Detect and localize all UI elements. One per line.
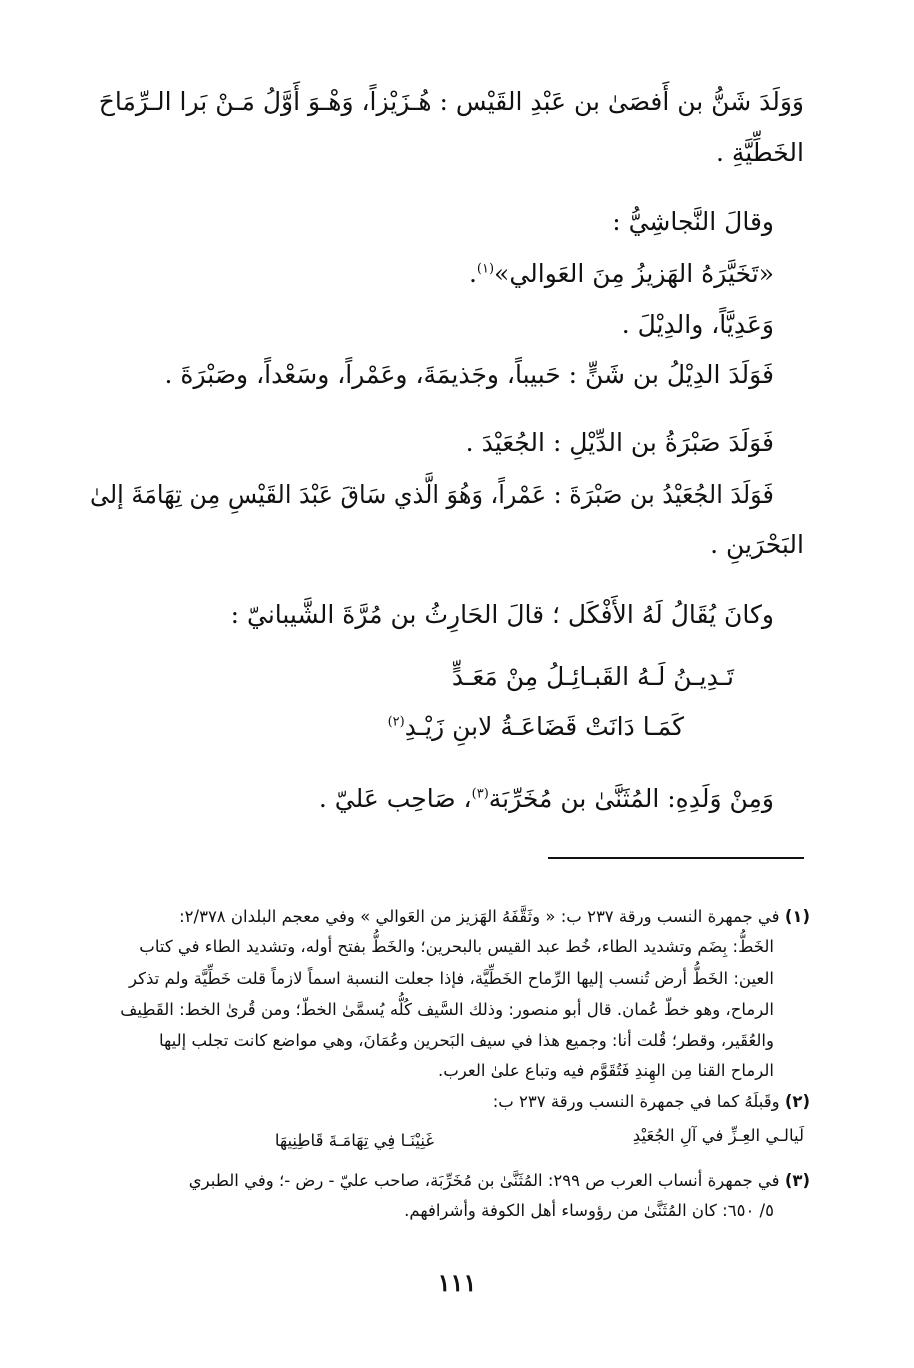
paragraph-line: وَعَدِيَّاً، والدِيْلَ . — [621, 310, 774, 339]
footnote-number: (٣) — [784, 1171, 810, 1190]
quote-line — [469, 259, 774, 289]
verse-line — [388, 712, 684, 742]
footnote-line: والعُقَير، وقطر؛ قُلت أنا: وجميع هذا في سيف البَحرين وعُمَانَ، وهي مواضع كانت تجلب إليها — [158, 1031, 774, 1050]
text-span: وَمِنْ وَلَدِهِ: المُثَنَّىٰ بن مُخَرِّبَة — [488, 784, 774, 813]
footnote-line: الخَطُّ: بِضَم وتشديد الطاء، خُط عبد القيس بالبحرين؛ والخَطُّ بفتح أوله، وتشديد الطاء في كتاب — [139, 937, 774, 956]
footnote-text: وقَبلَهُ كما في جمهرة النسب ورقة ٢٣٧ ب: — [492, 1092, 780, 1111]
paragraph-line: وكانَ يُقَالُ لَهُ الأَفْكَل ؛ قالَ الحَارِثُ بن مُرَّةَ الشَّيبانيّ : — [230, 600, 774, 629]
footnote-line — [189, 1170, 810, 1192]
footnote-verse-b: غَنِيْنَـا فِي تِهَامَـةَ قَاطِنِيهَا — [274, 1131, 434, 1150]
footnote-verse-a: لَيالـي العِـزِّ في آلِ الجُعَيْدِ — [632, 1126, 804, 1145]
paragraph-line: الخَطِّيَّةِ . — [715, 138, 804, 167]
paragraph-line: فَوَلَدَ صَبْرَةُ بن الدِّيْلِ : الجُعَيْدَ . — [465, 428, 774, 457]
footnote-line: العين: الخَطُّ أرض تُنسب إليها الرِّماح الخَطِّيَّة، فإذا جعلت النسبة اسماً لازماً قلت خَطِّيَّة ولم تذكر — [129, 969, 774, 988]
paragraph-line: فَوَلَدَ الدِيْلُ بن شَنٍّ : حَبيباً، وجَذيمَةَ، وعَمْراً، وسَعْداً، وصَبْرَةَ . — [164, 360, 774, 389]
footnote-ref: (١) — [476, 261, 495, 277]
footnote-line — [493, 1091, 810, 1113]
footnote-separator — [548, 857, 804, 859]
paragraph-line — [319, 784, 774, 814]
footnote-line: ٥/ ٦٥٠: كان المُثَنَّىٰ من رؤوساء أهل الكوفة وأشرافهم. — [404, 1201, 774, 1220]
footnote-line: الرماح القنا مِن الهِندِ فَتُقَوَّم فيه وتباع علىٰ العرب. — [437, 1061, 774, 1080]
paragraph-line: وقالَ النَّجاشِيُّ : — [612, 207, 774, 236]
page-number: ١١١ — [437, 1268, 477, 1297]
footnote-number: (٢) — [784, 1092, 810, 1111]
footnote-ref: (٢) — [387, 714, 405, 730]
footnote-number: (١) — [784, 907, 810, 926]
punctuation: . — [468, 259, 477, 288]
paragraph-line: البَحْرَينِ . — [710, 530, 804, 559]
footnote-line — [179, 906, 810, 928]
paragraph-line: فَوَلَدَ الجُعَيْدُ بن صَبْرَةَ : عَمْراً، وَهُوَ الَّذي سَاقَ عَبْدَ القَيْسِ مِن تِهَامَةَ إلىٰ — [90, 480, 774, 509]
verse-text: كَمَـا دَانَتْ قَضَاعَـةُ لابنِ زَيْـدِ — [404, 712, 684, 741]
text-span: ، صَاحِب عَليّ . — [318, 784, 472, 813]
paragraph-line: وَوَلَدَ شَنُّ بن أَفصَىٰ بن عَبْدِ القَيْس : هُـزَيْزاً، وَهْـوَ أَوَّلُ مَـنْ بَرا الـرِّمَاحَ — [98, 87, 804, 116]
footnote-line: الرماح، وهو خطّ عُمان. قال أبو منصور: وذلك السَّيف كُلُّه يُسمَّىٰ الخطّ؛ ومن قُرىٰ الخط: القَطِيف — [120, 1000, 774, 1019]
footnote-text: في جمهرة أنساب العرب ص ٢٩٩: المُثَنَّىٰ بن مُخَرِّبَة، صاحب عليّ - رض -؛ وفي الطبري — [188, 1171, 780, 1190]
footnote-ref: (٣) — [471, 786, 489, 802]
verse-line: تَـدِيـنُ لَـهُ القَبـائِـلُ مِنْ مَعَـدٍّ — [451, 662, 734, 691]
quote-text: «تَخَيَّرَهُ الهَزيزُ مِنَ العَوالي» — [494, 259, 774, 288]
footnote-text: في جمهرة النسب ورقة ٢٣٧ ب: « وثَقَّفَهُ الهَزيز من العَوالي » وفي معجم البلدان ٢/٣٧٨: — [179, 907, 780, 926]
